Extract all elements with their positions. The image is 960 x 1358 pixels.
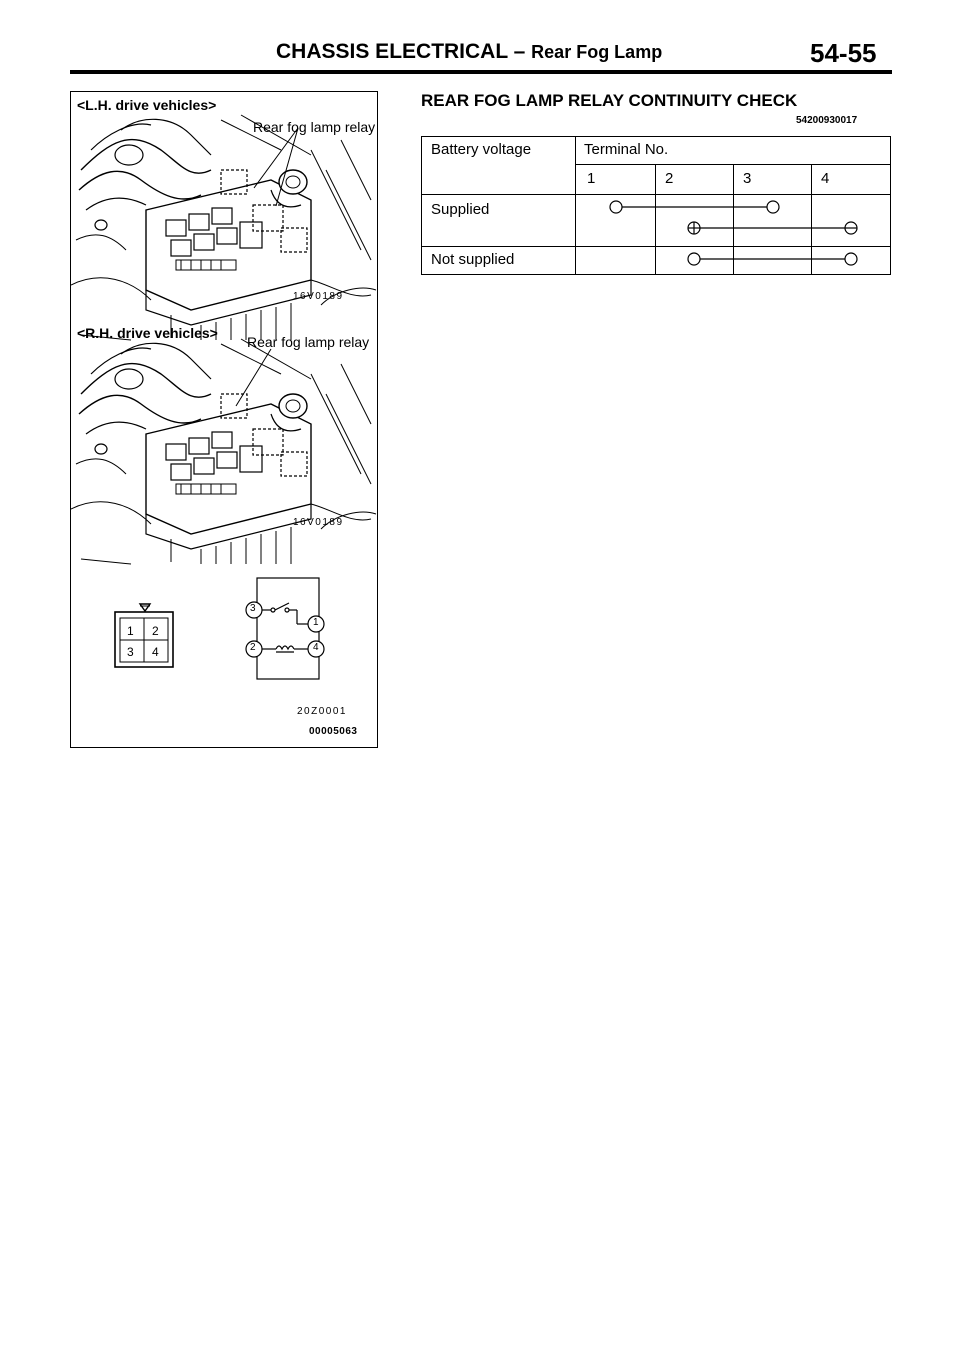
header-rule: [70, 70, 892, 74]
connector-face-drawing: [115, 604, 173, 667]
figure-code: 00005063: [309, 726, 358, 737]
rh-relay-callout: Rear fog lamp relay: [247, 334, 370, 350]
continuity-connections: [421, 136, 891, 275]
rh-engine-bay-drawing: [71, 339, 376, 564]
page-number: 54-55: [810, 38, 877, 68]
relay-location-figure: [70, 91, 378, 748]
lh-illustration-code: 16V0189: [293, 291, 344, 302]
lh-relay-callout: Rear fog lamp relay: [253, 119, 376, 135]
header-section: CHASSIS ELECTRICAL –: [276, 40, 526, 63]
circuit-code: 20Z0001: [297, 706, 347, 717]
circuit-terminal-3: 3: [250, 603, 256, 614]
page-header-title: [276, 40, 662, 64]
section-code: 54200930017: [796, 115, 858, 126]
lh-drive-title: <L.H. drive vehicles>: [77, 97, 217, 113]
rh-illustration-code: 16V0189: [293, 517, 344, 528]
connector-terminal-3: 3: [127, 645, 134, 659]
terminal-header-3: 3: [743, 170, 752, 187]
row-label-supplied: Supplied: [431, 201, 490, 218]
row-label-not-supplied: Not supplied: [431, 251, 515, 268]
terminal-header-2: 2: [665, 170, 674, 187]
rh-drive-title: <R.H. drive vehicles>: [77, 325, 218, 341]
header-terminal-no: Terminal No.: [584, 141, 669, 158]
terminal-header-4: 4: [821, 170, 830, 187]
continuity-table: [421, 136, 891, 275]
connector-terminal-1: 1: [127, 624, 134, 638]
circuit-terminal-4: 4: [313, 642, 319, 653]
relay-circuit-drawing: [246, 578, 324, 679]
header-subsection: Rear Fog Lamp: [531, 42, 663, 62]
section-title: REAR FOG LAMP RELAY CONTINUITY CHECK: [421, 91, 798, 110]
supplied-connection-1-3: [610, 201, 779, 213]
header-battery-voltage: Battery voltage: [431, 141, 532, 158]
circuit-terminal-2: 2: [250, 642, 256, 653]
terminal-header-1: 1: [587, 170, 596, 187]
connector-terminal-2: 2: [152, 624, 159, 638]
circuit-terminal-1: 1: [313, 617, 319, 628]
relay-illustrations: [71, 92, 379, 749]
connector-terminal-4: 4: [152, 645, 159, 659]
not-supplied-connection-2-4: [688, 253, 857, 265]
supplied-connection-2-4: [688, 222, 857, 234]
lh-engine-bay-drawing: [71, 115, 376, 340]
